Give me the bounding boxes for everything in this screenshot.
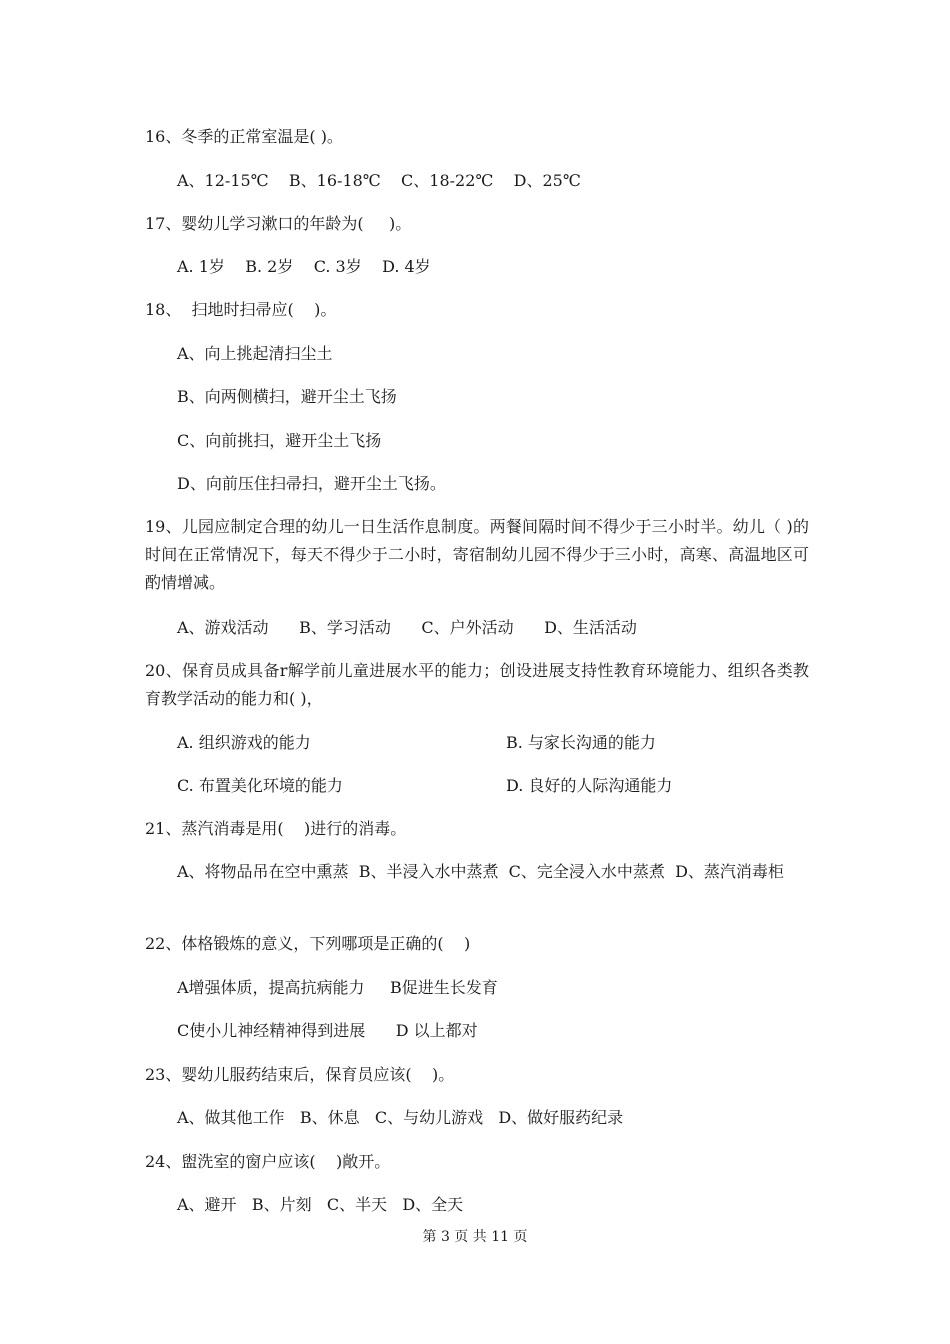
question-22-stem: 22、体格锻炼的意义，下列哪项是正确的( ) [145,934,471,953]
question-22-options-line1: A增强体质，提高抗病能力 B促进生长发育 [177,978,498,997]
question-20-option-d: D. 良好的人际沟通能力 [506,776,673,795]
question-18-option-a: A、向上挑起清扫尘土 [177,344,333,363]
question-18-option-c: C、向前挑扫，避开尘土飞扬 [177,431,382,450]
question-20-option-a: A. 组织游戏的能力 [177,733,311,752]
question-18-stem: 18、 扫地时扫帚应( )。 [145,300,337,319]
question-20-stem: 20、保育员成具备r解学前儿童进展水平的能力；创设进展支持性教育环境能力、组织各类教育教学活动的能力和( )， [145,661,809,708]
question-21-options: A、将物品吊在空中熏蒸 B、半浸入水中蒸煮 C、完全浸入水中蒸煮 D、蒸汽消毒柜 [177,862,784,881]
question-21-stem: 21、蒸汽消毒是用( )进行的消毒。 [145,819,407,838]
question-20-option-b: B. 与家长沟通的能力 [506,733,656,752]
question-22-options-line2: C使小儿神经精神得到进展 D 以上都对 [177,1021,478,1040]
question-17-options: A. 1岁 B. 2岁 C. 3岁 D. 4岁 [177,257,431,276]
question-18-option-b: B、向两侧横扫，避开尘土飞扬 [177,387,397,406]
question-24-stem: 24、盥洗室的窗户应该( )敞开。 [145,1152,391,1171]
page-footer: 第 3 页 共 11 页 [422,1229,528,1245]
question-17-stem: 17、婴幼儿学习漱口的年龄为( )。 [145,214,412,233]
question-19-stem: 19、儿园应制定合理的幼儿一日生活作息制度。两餐间隔时间不得少于三小时半。幼儿（ )的时间在正常情况下，每天不得少于二小时，寄宿制幼儿园不得少于三小时，高寒、高温地区可酌情增减。 [145,517,809,592]
question-20-option-c: C. 布置美化环境的能力 [177,776,343,795]
question-18-option-d: D、向前压住扫帚扫，避开尘土飞扬。 [177,474,446,493]
question-16-options: A、12-15℃ B、16-18℃ C、18-22℃ D、25℃ [177,171,581,190]
question-23-options: A、做其他工作 B、休息 C、与幼儿游戏 D、做好服药纪录 [177,1108,624,1127]
question-16-stem: 16、冬季的正常室温是( )。 [145,127,343,146]
question-23-stem: 23、婴幼儿服药结束后，保育员应该( )。 [145,1065,455,1084]
question-24-options: A、避开 B、片刻 C、半天 D、全天 [177,1195,464,1214]
question-19-options: A、游戏活动 B、学习活动 C、户外活动 D、生活活动 [177,618,637,637]
